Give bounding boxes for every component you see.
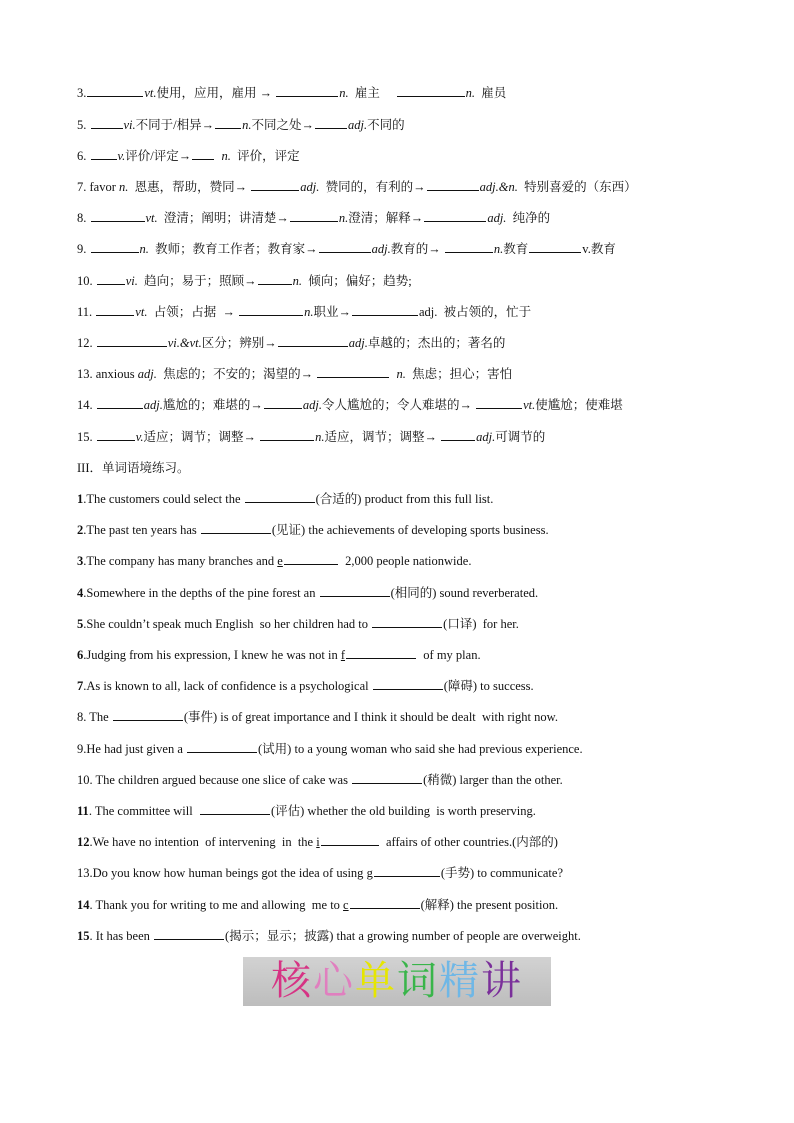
context-practice-item — [77, 896, 558, 913]
answer-blank[interactable] — [87, 84, 143, 97]
word-formation-item — [77, 272, 412, 289]
answer-blank[interactable] — [441, 428, 475, 441]
item-number: 2 — [77, 523, 84, 537]
answer-blank[interactable] — [96, 303, 134, 316]
context-practice-item — [77, 833, 558, 850]
hint-letter: e — [277, 554, 283, 568]
item-number: 6 — [77, 648, 84, 662]
item-text — [86, 149, 89, 163]
answer-blank[interactable] — [215, 116, 241, 129]
item-text: (障碍) to success. — [443, 679, 534, 693]
answer-blank[interactable] — [91, 116, 123, 129]
word-formation-item — [77, 178, 637, 195]
part-of-speech: adj.&n. — [479, 180, 518, 194]
answer-blank[interactable] — [97, 428, 135, 441]
item-number: 12 — [77, 835, 90, 849]
item-number: 11 — [77, 804, 89, 818]
item-number: 1 — [77, 492, 84, 506]
answer-blank[interactable] — [284, 552, 338, 565]
part-of-speech: vi. — [123, 118, 136, 132]
item-text: 不同于/相异→ — [135, 118, 215, 132]
part-of-speech: n. — [396, 367, 406, 381]
answer-blank[interactable] — [315, 116, 347, 129]
item-text: .As is known to all, lack of confidence is a psychological — [83, 679, 372, 693]
item-number: 11. — [77, 305, 93, 319]
item-number: 8. — [77, 211, 87, 225]
item-text: 不同之处→ — [251, 118, 315, 132]
item-text: (合适的) product from this full list. — [315, 492, 494, 506]
item-text: (评估) whether the old building is worth preserving. — [270, 804, 536, 818]
item-number: 8. — [77, 710, 87, 724]
context-practice-item — [77, 646, 481, 663]
part-of-speech: adj. — [348, 118, 368, 132]
part-of-speech: adj. — [300, 180, 320, 194]
item-text: 倾向；偏好；趋势; — [302, 274, 412, 288]
context-practice-item — [77, 802, 536, 819]
item-text: .Somewhere in the depths of the pine forest an — [83, 586, 319, 600]
word-formation-item — [77, 396, 623, 413]
item-text: .The past ten years has — [83, 523, 200, 537]
banner-text — [271, 957, 523, 1006]
hint-letter: i — [316, 835, 320, 849]
item-text: 占领；占据 → — [147, 305, 239, 319]
banner-char: 精 — [439, 958, 481, 1004]
item-number: 4 — [77, 586, 84, 600]
item-number: 7. favor — [77, 180, 116, 194]
hint-letter: f — [340, 648, 346, 662]
answer-blank[interactable] — [352, 771, 422, 784]
word-formation-item — [77, 84, 506, 101]
answer-blank[interactable] — [245, 490, 315, 503]
answer-blank[interactable] — [424, 209, 486, 222]
answer-blank[interactable] — [350, 896, 420, 909]
item-text: 适应，调节；调整→ — [324, 430, 441, 444]
item-text: 使用，应用，雇用 → — [156, 86, 276, 100]
item-number: 10. — [77, 773, 93, 787]
word-formation-item — [77, 303, 531, 320]
item-text: (手势) to communicate? — [440, 866, 563, 880]
part-of-speech: adj. — [487, 211, 507, 225]
answer-blank[interactable] — [258, 272, 292, 285]
item-text: 教师；教育工作者；教育家→ — [148, 242, 318, 256]
item-number: 12. — [77, 336, 93, 350]
part-of-speech: vt. — [135, 305, 148, 319]
answer-blank[interactable] — [476, 396, 522, 409]
item-text: 教育 — [503, 242, 529, 256]
item-text: adj. 被占领的，忙于 — [418, 305, 532, 319]
answer-blank[interactable] — [529, 240, 581, 253]
item-text: (相同的) sound reverberated. — [390, 586, 539, 600]
item-text: 雇主 — [348, 86, 396, 100]
context-practice-item — [77, 584, 538, 601]
part-of-speech: vt. — [144, 86, 157, 100]
item-number: 14 — [77, 898, 90, 912]
item-number: 9. — [77, 242, 87, 256]
answer-blank[interactable] — [352, 303, 418, 316]
item-text: 恩惠，帮助，赞同→ — [128, 180, 251, 194]
part-of-speech: adj. — [302, 398, 322, 412]
part-of-speech: n. — [493, 242, 504, 256]
answer-blank[interactable] — [278, 334, 348, 347]
item-text: (试用) to a young woman who said she had previous experience. — [258, 742, 583, 756]
item-text: 特别喜爱的（东西） — [517, 180, 637, 194]
answer-blank[interactable] — [445, 240, 493, 253]
context-practice-item — [77, 927, 581, 944]
word-formation-item — [77, 334, 505, 351]
item-text: (见证) the achievements of developing sports business. — [271, 523, 549, 537]
hint-letter: c — [343, 898, 349, 912]
answer-blank[interactable] — [260, 428, 314, 441]
hint-letter: g — [366, 866, 373, 880]
answer-blank[interactable] — [374, 864, 440, 877]
part-of-speech: vt. — [523, 398, 536, 412]
part-of-speech: vt. — [145, 211, 158, 225]
part-of-speech: n. — [242, 118, 252, 132]
item-text — [86, 118, 89, 132]
item-text: 纯净的 — [506, 211, 551, 225]
item-text: .The customers could select the — [83, 492, 244, 506]
part-of-speech: n. — [339, 86, 349, 100]
item-number: 5 — [77, 617, 84, 631]
item-number: 13. anxious — [77, 367, 135, 381]
answer-blank[interactable] — [317, 365, 389, 378]
item-text: The children argued because one slice of cake was — [92, 773, 352, 787]
part-of-speech: v. — [135, 430, 144, 444]
item-number: 6. — [77, 149, 87, 163]
answer-blank[interactable] — [321, 833, 379, 846]
item-number: 5. — [77, 118, 87, 132]
part-of-speech: n. — [338, 211, 349, 225]
item-text: 赞同的，有利的→ — [319, 180, 426, 194]
answer-blank[interactable] — [113, 708, 183, 721]
item-text: 可调节的 — [495, 430, 546, 444]
banner-char: 单 — [355, 958, 397, 1004]
item-number: 10. — [77, 274, 93, 288]
item-text: 不同的 — [367, 118, 405, 132]
item-text: . The committee will — [88, 804, 199, 818]
item-text: (解释) the present position. — [420, 898, 559, 912]
item-text: 尴尬的；难堪的→ — [162, 398, 263, 412]
part-of-speech: adj. — [476, 430, 496, 444]
context-practice-item — [77, 490, 493, 507]
answer-blank[interactable] — [187, 740, 257, 753]
answer-blank[interactable] — [192, 147, 214, 160]
part-of-speech: vi. — [125, 274, 138, 288]
part-of-speech: adj. — [371, 242, 391, 256]
answer-blank[interactable] — [239, 303, 303, 316]
answer-blank[interactable] — [373, 677, 443, 690]
part-of-speech: n. — [221, 149, 231, 163]
part-of-speech: adj. — [134, 367, 157, 381]
banner-core-vocabulary — [243, 957, 551, 1006]
part-of-speech: v. — [117, 149, 126, 163]
item-text — [86, 242, 89, 256]
item-text: 评价，评定 — [230, 149, 300, 163]
item-text: 使尴尬；使难堪 — [535, 398, 623, 412]
answer-blank[interactable] — [372, 615, 442, 628]
context-practice-item — [77, 677, 534, 694]
word-formation-item — [77, 116, 405, 133]
item-text: of my plan. — [417, 648, 481, 662]
item-number: 15 — [77, 929, 90, 943]
item-text — [93, 274, 96, 288]
context-practice-item — [77, 771, 563, 788]
item-number: 15. — [77, 430, 93, 444]
answer-blank[interactable] — [97, 334, 167, 347]
item-text: . It has been — [89, 929, 154, 943]
item-text: He had just given a — [86, 742, 187, 756]
word-formation-item — [77, 365, 512, 382]
item-text: affairs of other countries.(内部的) — [379, 835, 558, 849]
item-text: 令人尴尬的；令人难堪的→ — [321, 398, 476, 412]
item-text: The — [86, 710, 112, 724]
item-text: 卓越的；杰出的；著名的 — [367, 336, 506, 350]
part-of-speech: adj. — [348, 336, 368, 350]
item-text: 焦虑的；不安的；渴望的→ — [156, 367, 317, 381]
answer-blank[interactable] — [91, 147, 117, 160]
word-formation-item — [77, 147, 300, 164]
part-of-speech: n. — [315, 430, 325, 444]
section-heading: III．单词语境练习。 — [77, 461, 190, 475]
item-text: 焦虑；担心；害怕 — [405, 367, 513, 381]
item-text: . Thank you for writing to me and allowing me to — [89, 898, 344, 912]
part-of-speech: n. — [465, 86, 475, 100]
item-number: 9. — [77, 742, 87, 756]
item-text: 趋向；易于；照顾→ — [137, 274, 257, 288]
item-text: (口译) for her. — [443, 617, 519, 631]
item-text: .Judging from his expression, I knew he was not in — [83, 648, 341, 662]
item-text: 澄清；阐明；讲清楚→ — [157, 211, 289, 225]
context-practice-item — [77, 521, 549, 538]
answer-blank[interactable] — [91, 209, 145, 222]
banner-char: 核 — [271, 958, 313, 1004]
part-of-speech: n. — [115, 180, 129, 194]
item-text: (揭示；显示；披露) that a growing number of people are overweight. — [225, 929, 581, 943]
word-formation-item — [77, 209, 550, 226]
answer-blank[interactable] — [346, 646, 416, 659]
answer-blank[interactable] — [290, 209, 338, 222]
part-of-speech: n. — [292, 274, 303, 288]
context-practice-item — [77, 864, 563, 881]
answer-blank[interactable] — [319, 240, 371, 253]
answer-blank[interactable] — [200, 802, 270, 815]
item-text: v.教育 — [582, 242, 616, 256]
item-text: 教育的→ — [390, 242, 444, 256]
item-text: 适应；调节；调整→ — [143, 430, 260, 444]
item-text: 评价/评定→ — [125, 149, 192, 163]
answer-blank[interactable] — [427, 178, 479, 191]
item-number: 13. — [77, 866, 93, 880]
answer-blank[interactable] — [154, 927, 224, 940]
banner-char: 讲 — [481, 958, 523, 1004]
answer-blank[interactable] — [251, 178, 299, 191]
answer-blank[interactable] — [91, 240, 139, 253]
item-text: Do you know how human beings got the idea of using — [92, 866, 367, 880]
item-text — [86, 211, 89, 225]
item-text: 雇员 — [474, 86, 507, 100]
item-text: .She couldn’t speak much English so her children had to — [83, 617, 372, 631]
item-text: 2,000 people nationwide. — [338, 554, 472, 568]
item-text: .We have no intention of intervening in the — [89, 835, 317, 849]
context-practice-item — [77, 740, 583, 757]
banner-char: 心 — [313, 958, 355, 1004]
item-number: 3. — [77, 86, 87, 100]
banner-char: 词 — [397, 958, 439, 1004]
word-formation-item — [77, 240, 616, 257]
answer-blank[interactable] — [264, 396, 302, 409]
item-text — [92, 305, 95, 319]
item-text: .The company has many branches and — [83, 554, 278, 568]
part-of-speech: n. — [139, 242, 149, 256]
part-of-speech: n. — [304, 305, 314, 319]
item-text: (事件) is of great importance and I think it should be dealt with right now. — [183, 710, 558, 724]
item-text: 区分；辨别→ — [201, 336, 277, 350]
item-number: 7 — [77, 679, 84, 693]
item-text — [93, 336, 96, 350]
item-text: (稍微) larger than the other. — [423, 773, 563, 787]
item-text — [93, 398, 96, 412]
answer-blank[interactable] — [397, 84, 465, 97]
context-practice-item — [77, 615, 519, 632]
answer-blank[interactable] — [276, 84, 338, 97]
answer-blank[interactable] — [320, 584, 390, 597]
item-text — [93, 430, 96, 444]
item-number: 3 — [77, 554, 84, 568]
answer-blank[interactable] — [97, 272, 125, 285]
part-of-speech: vi.&vt. — [167, 336, 202, 350]
item-number: 14. — [77, 398, 93, 412]
context-practice-item — [77, 552, 471, 569]
answer-blank[interactable] — [97, 396, 143, 409]
item-text: 澄清；解释→ — [348, 211, 424, 225]
answer-blank[interactable] — [201, 521, 271, 534]
context-practice-item — [77, 708, 558, 725]
part-of-speech: adj. — [143, 398, 163, 412]
word-formation-item — [77, 428, 545, 445]
item-text: 职业→ — [313, 305, 351, 319]
